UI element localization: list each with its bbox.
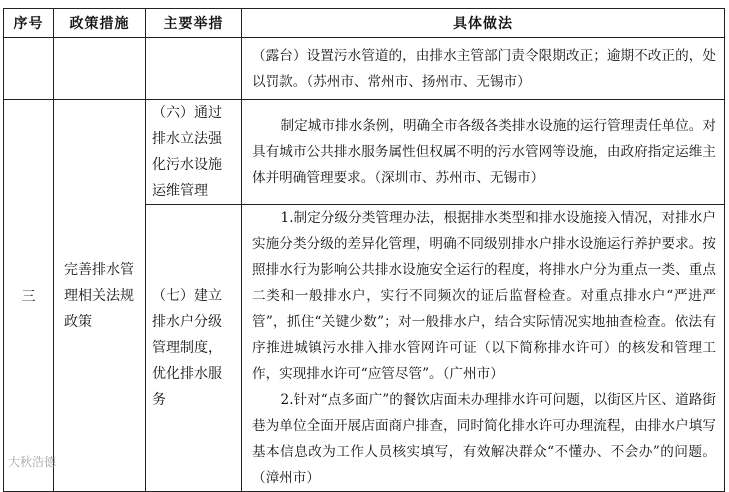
policy-table [3,8,725,492]
row-action-cell: （七）建立排水户分级管理制度，优化排水服务 [146,205,242,492]
row-number-cell [4,38,54,100]
row-policy-cell: 完善排水管理相关法规政策 [54,100,146,492]
watermark-logo: 大秋浩德 [8,455,57,469]
method-cell [242,205,725,492]
method-paragraph: （露台）设置污水管道的，由排水主管部门责令限期改正；逾期不改正的，处以罚款。（苏州市、常州市、扬州市、无锡市） [252,47,716,90]
table-row [4,100,725,205]
row-policy-cell [54,38,146,100]
table-row [4,38,725,100]
table-header-row [4,9,725,38]
header-policy: 政策措施 [54,9,146,38]
header-action: 主要举措 [146,9,242,38]
row-action-cell: （六）通过排水立法强化污水设施运维管理 [146,100,242,205]
header-method: 具体做法 [242,9,725,38]
method-paragraph: 制定城市排水条例，明确全市各级各类排水设施的运行管理责任单位。对具有城市公共排水服务属性但权属不明的污水管网等设施，由政府指定运维主体并明确管理要求。（深圳市、苏州市、无锡市） [252,118,716,186]
method-paragraph: 2.针对“点多面广”的餐饮店面未办理排水许可问题，以街区片区、道路街巷为单位全面开展店面商户排查，同时简化排水许可办理流程，由排水户填写基本信息改为工作人员核实填写，有效解决群众“不懂办、不会办”的问题。（漳州市） [252,392,716,486]
method-paragraph: 1.制定分级分类管理办法，根据排水类型和排水设施接入情况，对排水户实施分类分级的差异化管理，明确不同级别排水户排水设施运行养护要求。按照排水行为影响公共排水设施安全运行的程度，将排水户分为重点一类、重点二类和一般排水户，实行不同频次的证后监督检查。对重点排水户“严进严管”，抓住“关键少数”；对一般排水户，结合实际情况实地抽查检查。依法有序推进城镇污水排入排水管网许可证（以下简称排水许可）的核发和管理工作，实现排水许可“应管尽管”。（广州市） [252,210,716,382]
method-cell [242,38,725,100]
row-number-cell: 三 [4,100,54,492]
row-action-cell [146,38,242,100]
method-cell [242,100,725,205]
header-number: 序号 [4,9,54,38]
